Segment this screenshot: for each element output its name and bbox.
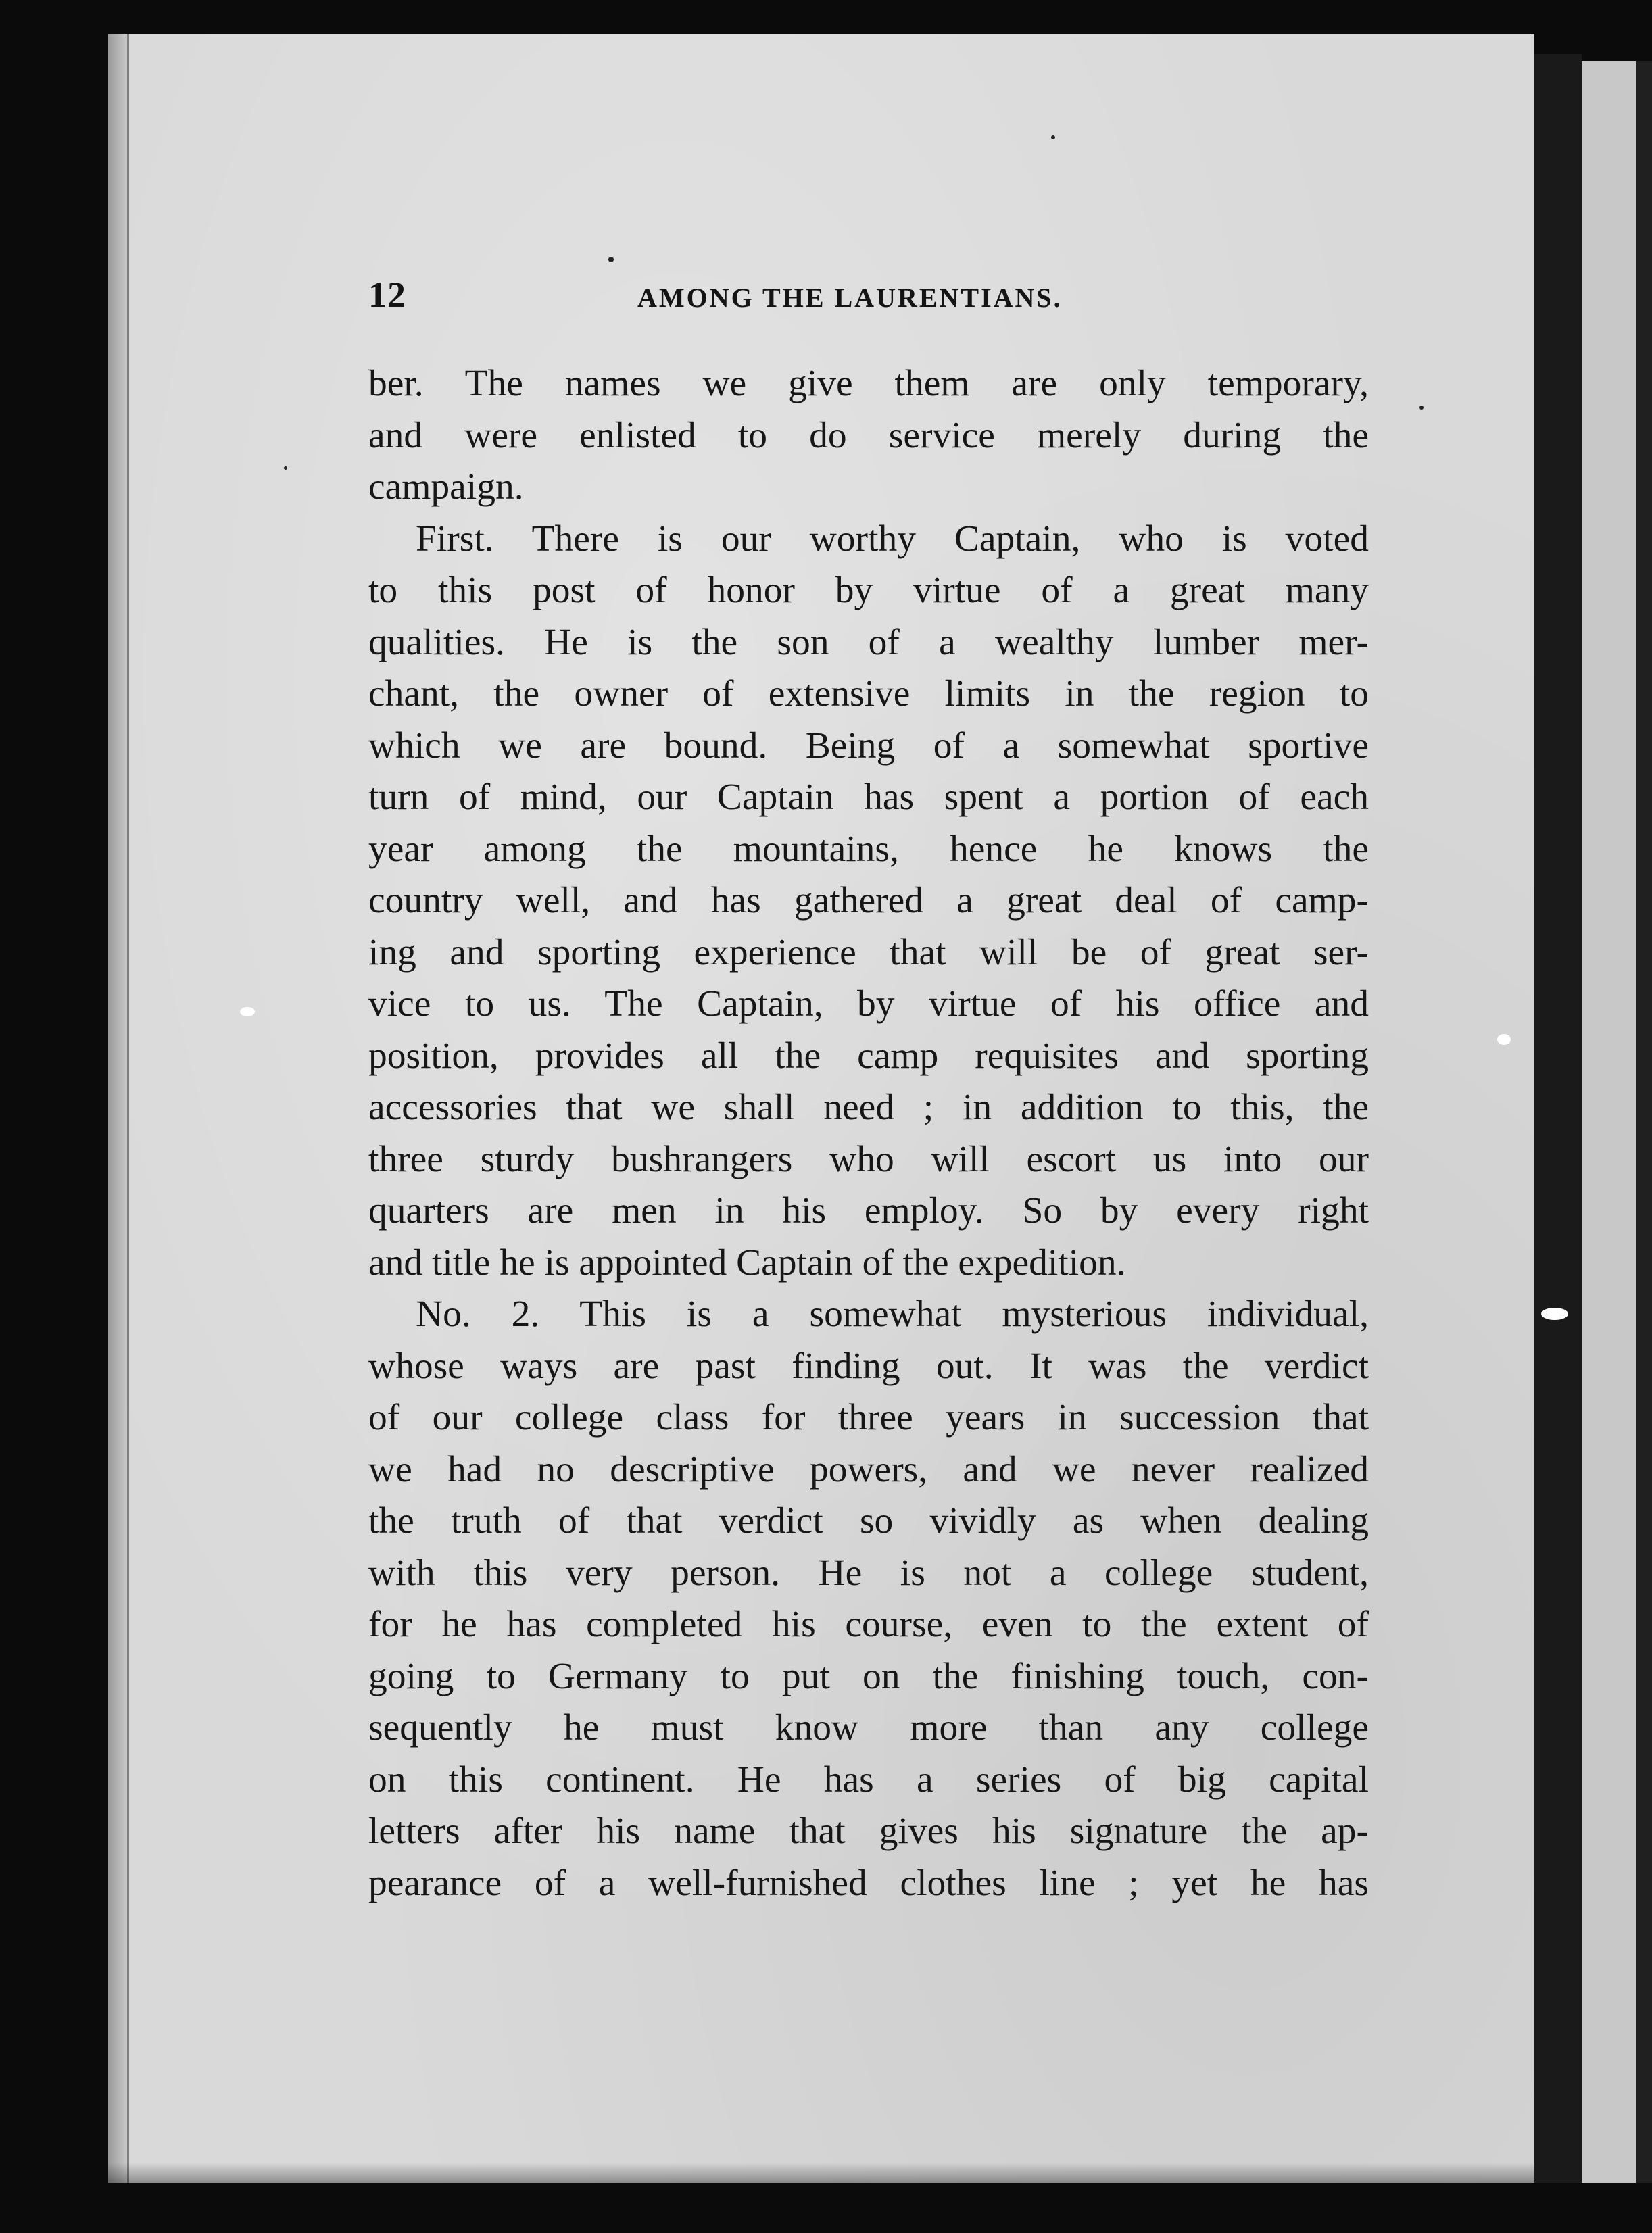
- text-line: of our college class for three years in succession that: [368, 1397, 1369, 1438]
- text-line: year among the mountains, hence he knows the: [368, 828, 1369, 870]
- text-line: whose ways are past finding out. It was the verdict: [368, 1345, 1369, 1387]
- text-line: turn of mind, our Captain has spent a portion of each: [368, 777, 1369, 818]
- text-line: accessories that we shall need ; in addition to this, the: [368, 1087, 1369, 1128]
- text-line: No. 2. This is a somewhat mysterious individual,: [416, 1294, 1369, 1335]
- text-line: we had no descriptive powers, and we never realized: [368, 1448, 1369, 1490]
- text-line: pearance of a well-furnished clothes line ; yet he has: [368, 1862, 1369, 1904]
- text-line: sequently he must know more than any college: [368, 1707, 1369, 1748]
- text-line: ber. The names we give them are only temporary,: [368, 363, 1369, 404]
- text-line: vice to us. The Captain, by virtue of his office and: [368, 983, 1369, 1025]
- running-head: [368, 274, 1409, 321]
- scan-speck: [1419, 406, 1424, 410]
- text-line: quarters are men in his employ. So by every right: [368, 1190, 1369, 1231]
- text-line: and were enlisted to do service merely during the: [368, 414, 1369, 456]
- body-text: [368, 358, 1369, 1909]
- page-binding-edge: [108, 34, 127, 2183]
- adjacent-page-border: [1636, 61, 1652, 2183]
- page-bottom-shadow: [108, 2163, 1534, 2183]
- text-line: position, provides all the camp requisites and sporting: [368, 1035, 1369, 1077]
- text-line: for he has completed his course, even to the extent of: [368, 1604, 1369, 1645]
- text-line: letters after his name that gives his signature the ap-: [368, 1811, 1369, 1852]
- text-line: on this continent. He has a series of big capital: [368, 1759, 1369, 1800]
- scan-speck: [1051, 135, 1055, 139]
- page-number: 12: [368, 274, 406, 315]
- text-line: chant, the owner of extensive limits in the region to: [368, 673, 1369, 714]
- scan-speck: [1541, 1308, 1568, 1320]
- text-line: campaign.: [368, 466, 524, 508]
- text-line: and title he is appointed Captain of the expedition.: [368, 1242, 1126, 1283]
- text-line: qualities. He is the son of a wealthy lumber mer-: [368, 621, 1369, 663]
- scan-speck: [284, 466, 287, 470]
- page-gutter-shadow: [1534, 54, 1582, 2183]
- text-line: the truth of that verdict so vividly as when dealing: [368, 1500, 1369, 1542]
- text-line: going to Germany to put on the finishing touch, con-: [368, 1655, 1369, 1697]
- scan-speck: [1497, 1034, 1511, 1045]
- running-title: AMONG THE LAURENTIANS.: [637, 283, 1063, 313]
- text-line: three sturdy bushrangers who will escort us into our: [368, 1138, 1369, 1180]
- text-line: ing and sporting experience that will be of great ser-: [368, 931, 1369, 973]
- text-line: with this very person. He is not a college student,: [368, 1552, 1369, 1594]
- scan-speck: [240, 1007, 255, 1016]
- text-line: which we are bound. Being of a somewhat sportive: [368, 725, 1369, 766]
- text-line: First. There is our worthy Captain, who is voted: [416, 518, 1369, 560]
- page-inner-rule: [127, 34, 129, 2183]
- text-line: to this post of honor by virtue of a great many: [368, 570, 1369, 611]
- scan-speck: [608, 257, 614, 262]
- text-line: country well, and has gathered a great deal of camp-: [368, 880, 1369, 921]
